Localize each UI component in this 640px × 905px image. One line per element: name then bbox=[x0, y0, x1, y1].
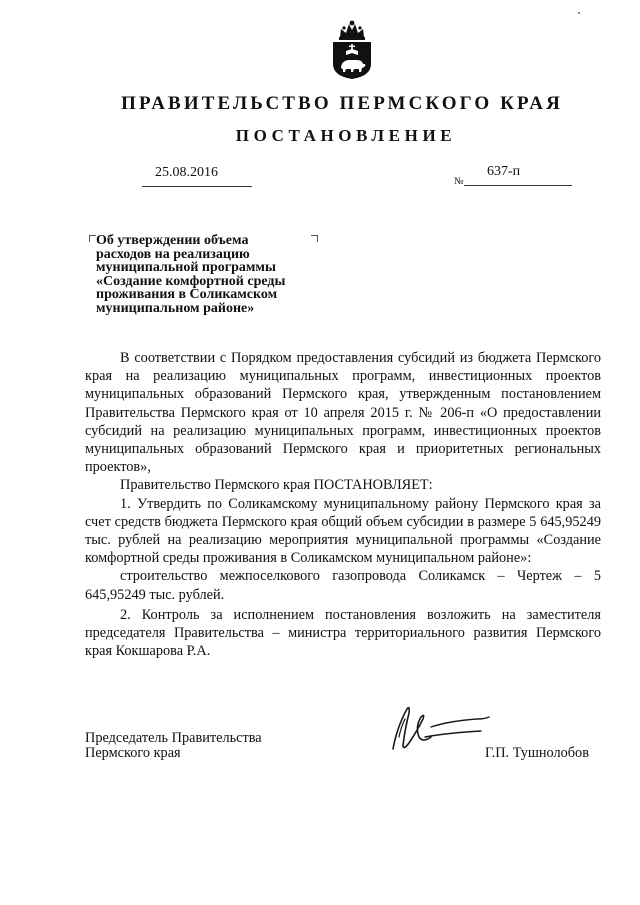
document-subject bbox=[96, 234, 326, 316]
number-sign: № bbox=[454, 176, 464, 187]
body-paragraph: В соответствии с Порядком предоставления субсидий из бюджета Пермского края на реализацию муниципальных программ, инвестиционных проектов муниципальных образований Пермского края, утвержденным постановлением Правительства Пермского края от 10 апреля 2015 г. № 206-п «О предоставлении субсидий на реализацию муниципальных программ, инвестиционных проектов муниципальных образований Пермского края и приоритетных региональных проектов», bbox=[85, 350, 601, 476]
subject-line: муниципальном районе» bbox=[96, 300, 255, 316]
date-underline bbox=[142, 186, 252, 187]
signer-position-line: Председатель Правительства bbox=[85, 730, 262, 746]
signer-position-line: Пермского края bbox=[85, 744, 181, 761]
handwritten-signature bbox=[385, 697, 495, 757]
body-paragraph: строительство межпоселкового газопровода Соликамск – Чертеж – 5 645,95249 тыс. рублей. bbox=[85, 568, 601, 603]
subject-line: Об утверждении объема bbox=[96, 233, 249, 248]
signer-position bbox=[85, 731, 262, 760]
body-paragraph: 1. Утвердить по Соликамскому муниципальному району Пермского края за счет средств бюджета Пермского края общий объем субсидии в размере 5 645,95249 тыс. рублей на реализацию мероприятия муниципальной программы «Создание комфортной среды проживания в Соликамском муниципальном районе»: bbox=[85, 495, 601, 567]
signer-name: Г.П. Тушнолобов bbox=[485, 745, 589, 761]
subject-line: муниципальной программы bbox=[96, 260, 276, 276]
subject-line: расходов на реализацию bbox=[96, 246, 250, 262]
subject-line: «Создание комфортной среды bbox=[96, 273, 286, 289]
body-paragraph: Правительство Пермского края ПОСТАНОВЛЯЕТ: bbox=[120, 477, 433, 494]
document-number: 637-п bbox=[487, 164, 521, 179]
subject-corner-left bbox=[89, 235, 96, 242]
number-underline bbox=[464, 185, 572, 186]
document-type: ПОСТАНОВЛЕНИЕ bbox=[235, 126, 457, 145]
government-title: ПРАВИТЕЛЬСТВО ПЕРМСКОГО КРАЯ bbox=[121, 93, 563, 114]
body-paragraph: 2. Контроль за исполнением постановления возложить на заместителя председателя Правительства – министра территориального развития Пермского края Кокшарова Р.А. bbox=[85, 606, 601, 660]
document-date: 25.08.2016 bbox=[155, 165, 218, 180]
scan-speck bbox=[578, 12, 580, 14]
document-body bbox=[85, 349, 601, 660]
subject-line: проживания в Соликамском bbox=[96, 287, 278, 303]
coat-of-arms-icon bbox=[331, 18, 373, 80]
